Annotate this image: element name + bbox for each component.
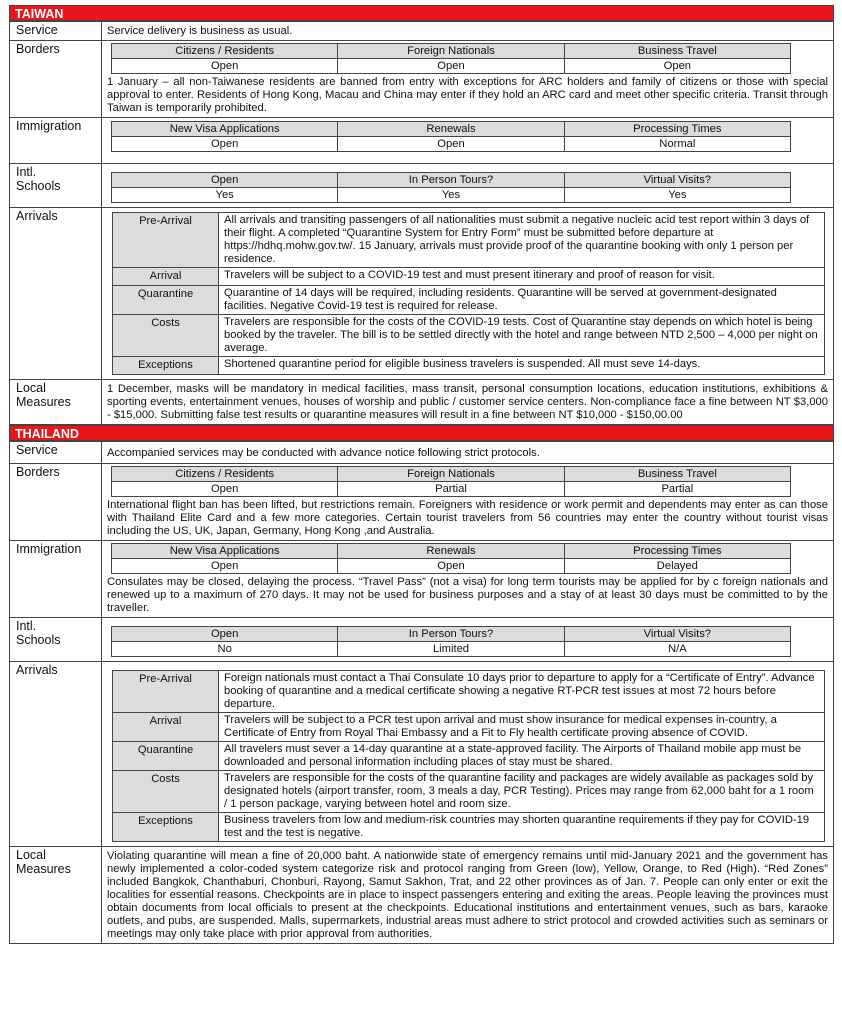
status-value: Open [112, 558, 338, 573]
status-value: Normal [564, 137, 790, 152]
row-borders [10, 463, 834, 540]
arrivals-row [113, 770, 825, 812]
arrivals-value: Travelers are responsible for the costs of the COVID-19 tests. Cost of Quarantine stay depends on which hotel is being booked by the traveler. The bill is to be settled directly with the hotel and range between NTD 2,500 – 4,000 per night on average. [219, 315, 825, 357]
status-value: Yes [112, 188, 338, 203]
service-text: Accompanied services may be conducted with advance notice following strict protocols. [102, 442, 834, 463]
status-value: No [112, 641, 338, 656]
arrivals-value: Travelers will be subject to a COVID-19 test and must present itinerary and proof of reason for visit. [219, 268, 825, 286]
row-immigration [10, 118, 834, 164]
column-header: Open [112, 173, 338, 188]
arrivals-row [113, 213, 825, 268]
country-table-taiwan [9, 21, 834, 425]
column-header: Processing Times [564, 122, 790, 137]
status-value: Open [112, 59, 338, 74]
immigration-text: Consulates may be closed, delaying the process. “Travel Pass” (not a visa) for long term tourists may be applied for by c foreign nationals and renewed up to a maximum of 270 days. It may not be used for business purposes and a stay of at least 30 days must be committed to by the traveller. [107, 575, 828, 614]
column-header: Citizens / Residents [112, 466, 338, 481]
column-header: Citizens / Residents [112, 44, 338, 59]
row-label: Immigration [10, 540, 102, 617]
row-arrivals [10, 208, 834, 380]
status-value: Limited [338, 641, 564, 656]
status-value: Open [338, 59, 564, 74]
arrivals-row [113, 712, 825, 741]
service-text: Service delivery is business as usual. [102, 22, 834, 41]
status-value: Open [338, 558, 564, 573]
row-service [10, 22, 834, 41]
arrivals-key: Exceptions [113, 357, 219, 375]
column-header: Renewals [338, 122, 564, 137]
arrivals-row [113, 315, 825, 357]
immigration-status-table [111, 121, 791, 152]
arrivals-row [113, 286, 825, 315]
status-value: Open [338, 137, 564, 152]
status-value: Yes [564, 188, 790, 203]
status-value: Partial [338, 481, 564, 496]
arrivals-key: Costs [113, 315, 219, 357]
arrivals-value: All arrivals and transiting passengers of all nationalities must submit a negative nucleic acid test report within 3 days of their flight. A completed “Quarantine System for Entry Form” must be submitted before departure at https://hdhq.mohw.gov.tw/. 15 January, arrivals must provide proof of the quarantine booking with only 1 person per residence. [219, 213, 825, 268]
schools-status-table [111, 172, 791, 203]
country-header-thailand: THAILAND [9, 425, 834, 441]
arrivals-table [112, 670, 825, 842]
arrivals-key: Pre-Arrival [113, 670, 219, 712]
local-measures-text: 1 December, masks will be mandatory in medical facilities, mass transit, personal consumption locations, education institutions, exhibitions & sporting events, entertainment venues, houses of worship and public / customer service centers. Non-compliance face a fine between NT $3,000 - $15,000. Submitting false test results or quarantine measures will result in a fine between NT $10,000 - $150,00.00 [107, 383, 828, 422]
arrivals-key: Arrival [113, 268, 219, 286]
arrivals-key: Arrival [113, 712, 219, 741]
status-value: N/A [564, 641, 790, 656]
borders-text: International flight ban has been lifted, but restrictions remain. Foreigners with residence or work permit and dependents may enter as can those with Thailand Elite Card and a few more categories. Certain tourist travelers from 56 countries may enter the country without tourist visas including the US, UK, Japan, Germany, Hong Kong ,and Australia. [107, 498, 828, 537]
row-label: Schools [16, 179, 61, 194]
row-label: Arrivals [10, 661, 102, 846]
row-label: Measures [16, 861, 71, 876]
row-label: Intl. [16, 165, 37, 180]
arrivals-key: Quarantine [113, 286, 219, 315]
row-label: Borders [10, 463, 102, 540]
arrivals-value: Travelers will be subject to a PCR test upon arrival and must show insurance for medical expenses in-country, a Certificate of Entry from Royal Thai Embassy and a Fit to Fly health certificate proving absence of COVID. [219, 712, 825, 741]
local-measures-text: Violating quarantine will mean a fine of 20,000 baht. A nationwide state of emergency remains until mid-January 2021 and the government has newly implemented a color-coded system categorize risk and protocol ranging from Green (low), Yellow, Orange, to Red (High). “Red Zones” included Bangkok, Chanthaburi, Chonburi, Rayong, Samut Sakhon, Trat, and 22 other provinces as of Jan. 7. People can only enter or exit the localities for essential reasons. Checkpoints are in place to inspect passengers entering and exiting the areas. People leaving the provinces must obtain documents from local officials to present at the checkpoints. Educational institutions and entertainment venues, such as bars, karaoke outlets, and pubs, are suspended. Malls, supermarkets, industrial areas must adhere to strict protocol and crowded activities such as seminars or meetings may only take place with prior approval from authorities. [107, 849, 828, 940]
status-value: Delayed [564, 558, 790, 573]
arrivals-key: Exceptions [113, 812, 219, 841]
arrivals-row [113, 268, 825, 286]
column-header: Foreign Nationals [338, 44, 564, 59]
arrivals-row [113, 357, 825, 375]
borders-status-table [111, 466, 791, 497]
column-header: Business Travel [564, 44, 790, 59]
row-label: Borders [10, 41, 102, 118]
status-value: Partial [564, 481, 790, 496]
arrivals-value: Travelers are responsible for the costs of the quarantine facility and packages are widely available as packages sold by designated hotels (airport transfer, room, 3 meals a day, PCR Testing). Prices may range from 62,000 baht for a 1 room / 1 person package, varying between hotel and room size. [219, 770, 825, 812]
arrivals-key: Pre-Arrival [113, 213, 219, 268]
arrivals-value: Foreign nationals must contact a Thai Consulate 10 days prior to departure to apply for a “Certificate of Entry”. Advance booking of quarantine and a medical certificate showing a negative RT-PCR test issues at most 72 hours before departure. [219, 670, 825, 712]
column-header: New Visa Applications [112, 122, 338, 137]
column-header: Business Travel [564, 466, 790, 481]
row-schools [10, 164, 834, 208]
arrivals-key: Quarantine [113, 741, 219, 770]
row-service [10, 442, 834, 463]
borders-status-table [111, 43, 791, 74]
row-label: Immigration [10, 118, 102, 164]
schools-status-table [111, 626, 791, 657]
column-header: New Visa Applications [112, 543, 338, 558]
column-header: Virtual Visits? [564, 626, 790, 641]
row-label: Schools [16, 632, 61, 647]
arrivals-value: Shortened quarantine period for eligible business travelers is suspended. All must seve 14-days. [219, 357, 825, 375]
arrivals-key: Costs [113, 770, 219, 812]
row-label: Local [16, 847, 46, 862]
column-header: Foreign Nationals [338, 466, 564, 481]
status-value: Open [564, 59, 790, 74]
arrivals-table [112, 212, 825, 375]
status-value: Open [112, 137, 338, 152]
country-header-taiwan: TAIWAN [9, 5, 834, 21]
status-value: Open [112, 481, 338, 496]
row-label: Intl. [16, 618, 37, 633]
column-header: In Person Tours? [338, 626, 564, 641]
row-arrivals [10, 661, 834, 846]
column-header: In Person Tours? [338, 173, 564, 188]
arrivals-row [113, 741, 825, 770]
column-header: Virtual Visits? [564, 173, 790, 188]
row-label: Arrivals [10, 208, 102, 380]
row-local-measures [10, 846, 834, 943]
immigration-status-table [111, 543, 791, 574]
borders-text: 1 January – all non-Taiwanese residents are banned from entry with exceptions for ARC holders and family of citizens or those with special approval to enter. Residents of Hong Kong, Macau and China may enter if they hold an ARC card and meet other specific criteria. Transit through Taiwan is temporarily prohibited. [107, 76, 828, 115]
arrivals-row [113, 670, 825, 712]
arrivals-value: All travelers must sever a 14-day quarantine at a state-approved facility. The Airports of Thailand mobile app must be downloaded and personal information including places of stay must be shared. [219, 741, 825, 770]
row-label: Measures [16, 395, 71, 410]
column-header: Processing Times [564, 543, 790, 558]
arrivals-value: Business travelers from low and medium-risk countries may shorten quarantine requirements if they pay for COVID-19 test and the test is negative. [219, 812, 825, 841]
row-schools [10, 617, 834, 661]
row-local-measures [10, 380, 834, 425]
row-immigration [10, 540, 834, 617]
row-label: Service [10, 22, 102, 41]
row-label: Service [10, 442, 102, 463]
status-value: Yes [338, 188, 564, 203]
row-label: Local [16, 381, 46, 396]
country-table-thailand [9, 441, 834, 943]
arrivals-value: Quarantine of 14 days will be required, including residents. Quarantine will be served at government-designated facilities. Negative Covid-19 test is required for release. [219, 286, 825, 315]
column-header: Renewals [338, 543, 564, 558]
column-header: Open [112, 626, 338, 641]
arrivals-row [113, 812, 825, 841]
travel-advisory-page [9, 5, 834, 944]
row-borders [10, 41, 834, 118]
